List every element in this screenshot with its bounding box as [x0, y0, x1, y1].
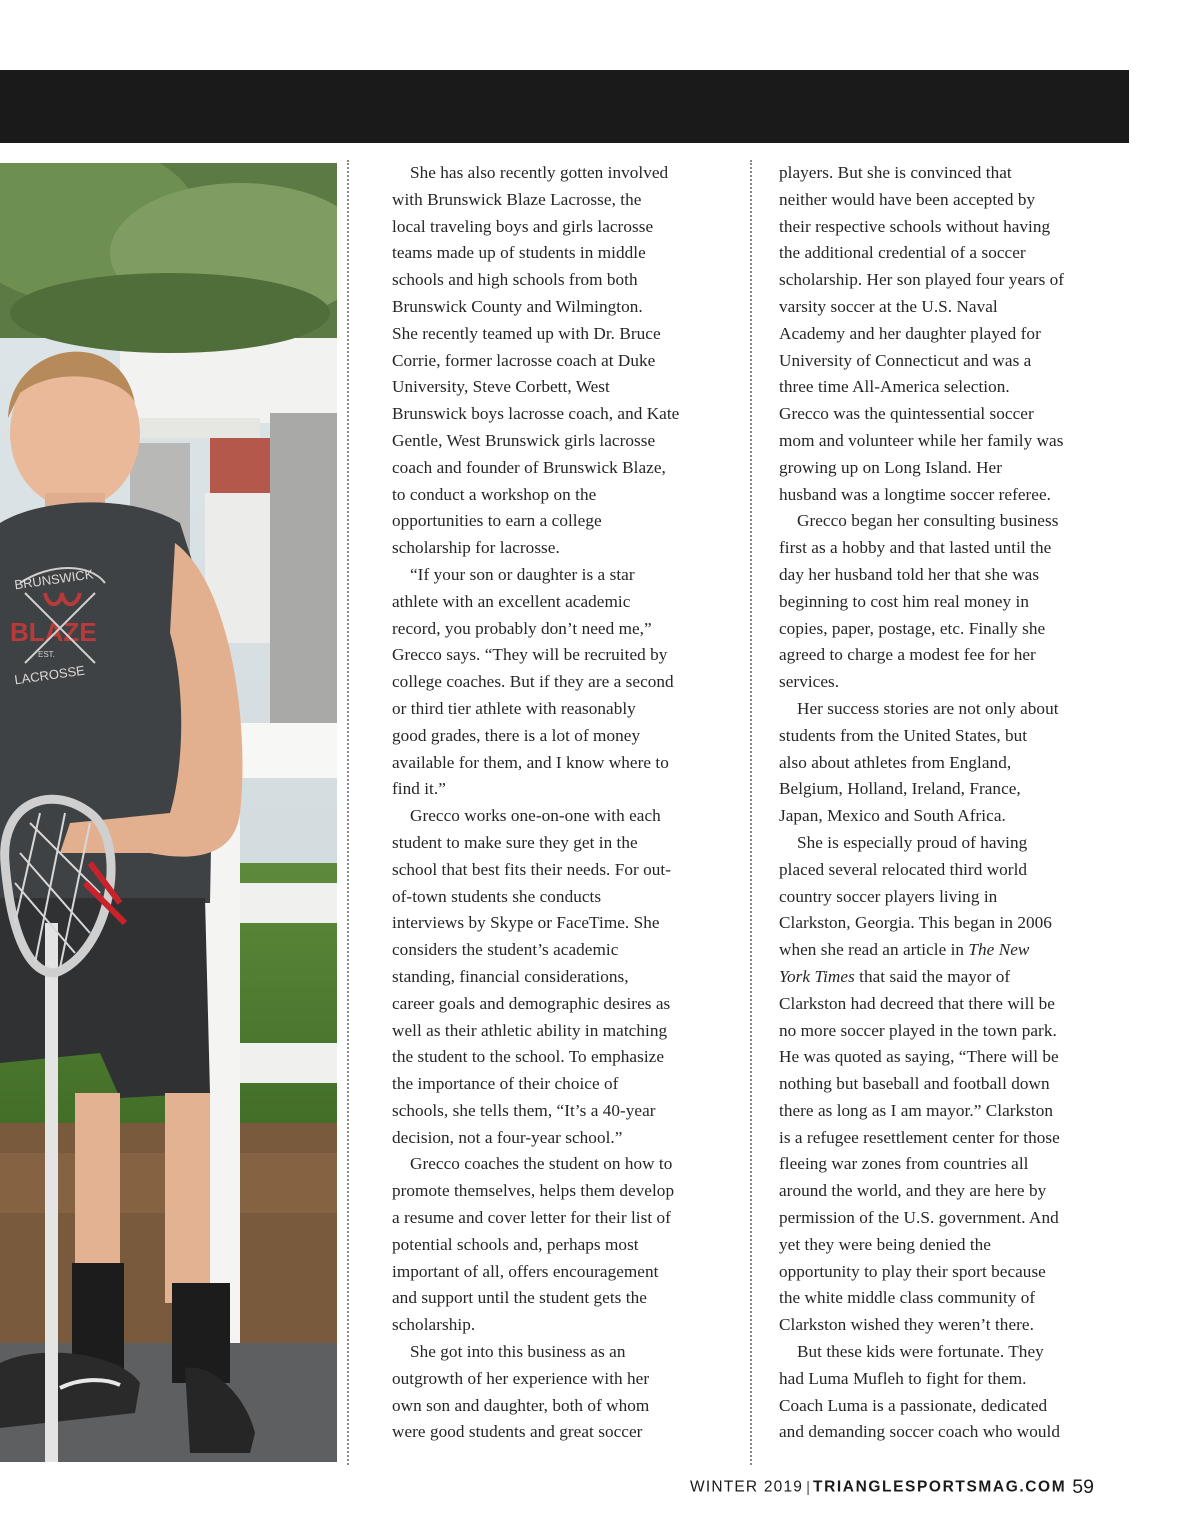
text-line: University, Steve Corbett, West — [392, 377, 610, 397]
text-line: Academy and her daughter played for — [779, 323, 1041, 343]
paragraph — [779, 1339, 1119, 1446]
paragraph — [779, 508, 1119, 696]
text-line: considers the student’s academic — [392, 940, 619, 960]
article-photo — [0, 163, 337, 1462]
column-divider-right — [750, 160, 752, 1465]
text-line: Her success stories are not only about — [797, 698, 1059, 718]
text-line: Japan, Mexico and South Africa. — [779, 806, 1006, 826]
text-line: important of all, offers encouragement — [392, 1261, 659, 1281]
text-line: varsity soccer at the U.S. Naval — [779, 296, 998, 316]
column-divider-left — [347, 160, 349, 1465]
text-line: schools, she tells them, “It’s a 40-year — [392, 1100, 656, 1120]
text-line: schools and high schools from both — [392, 270, 638, 290]
text-line: She is especially proud of having — [797, 832, 1028, 852]
text-line: Belgium, Holland, Ireland, France, — [779, 779, 1021, 799]
text-line: “If your son or daughter is a star — [410, 564, 635, 584]
issue-date: WINTER 2019 — [690, 1478, 804, 1496]
text-line: husband was a longtime soccer referee. — [779, 484, 1052, 504]
text-line: of-town students she conducts — [392, 886, 602, 906]
text-line: interviews by Skype or FaceTime. She — [392, 913, 660, 933]
text-line: nothing but baseball and football down — [779, 1074, 1050, 1094]
shirt-text-bottom: LACROSSE — [13, 662, 86, 688]
text-line: school that best fits their needs. For out- — [392, 859, 672, 879]
paragraph — [392, 803, 732, 1151]
text-line: college coaches. But if they are a second — [392, 672, 674, 692]
text-line: neither would have been accepted by — [779, 189, 1036, 209]
text-line: She recently teamed up with Dr. Bruce — [392, 323, 661, 343]
article-column-right — [779, 160, 1119, 1446]
text-line: local traveling boys and girls lacrosse — [392, 216, 654, 236]
text-line: growing up on Long Island. Her — [779, 457, 1002, 477]
text-line: Clarkston had decreed that there will be — [779, 993, 1055, 1013]
text-line: She got into this business as an — [410, 1342, 626, 1362]
text-line: their respective schools without having — [779, 216, 1051, 236]
text-line: outgrowth of her experience with her — [392, 1368, 650, 1388]
text-line: the importance of their choice of — [392, 1074, 619, 1094]
text-line: Clarkston, Georgia. This began in 2006 — [779, 913, 1052, 933]
text-line: well as their athletic ability in matching — [392, 1020, 668, 1040]
page-footer — [690, 1476, 1130, 1502]
paragraph — [392, 1339, 732, 1446]
text-line: there as long as I am mayor.” Clarkston — [779, 1100, 1054, 1120]
text-line: yet they were being denied the — [779, 1234, 991, 1254]
text-line: no more soccer played in the town park. — [779, 1020, 1057, 1040]
text-line: fleeing war zones from countries all — [779, 1154, 1029, 1174]
text-line: had Luma Mufleh to fight for them. — [779, 1368, 1027, 1388]
text-line: beginning to cost him real money in — [779, 591, 1029, 611]
text-line: players. But she is convinced that — [779, 163, 1012, 182]
text-line: potential schools and, perhaps most — [392, 1234, 639, 1254]
paragraph — [392, 562, 732, 803]
shirt-text-est: EST. — [38, 650, 55, 659]
text-line: or third tier athlete with reasonably — [392, 698, 636, 718]
text-line: career goals and demographic desires as — [392, 993, 671, 1013]
text-line: student to make sure they get in the — [392, 832, 638, 852]
shirt-text-brand: BLAZE — [10, 617, 97, 647]
text-line: mom and volunteer while her family was — [779, 430, 1064, 450]
text-line: Gentle, West Brunswick girls lacrosse — [392, 430, 656, 450]
text-line: athlete with an excellent academic — [392, 591, 631, 611]
text-line: Grecco began her consulting business — [797, 511, 1059, 531]
text-line: Clarkston wished they weren’t there. — [779, 1315, 1034, 1335]
text-line: and demanding soccer coach who would — [779, 1422, 1061, 1442]
text-line: placed several relocated third world — [779, 859, 1028, 879]
text-line: He was quoted as saying, “There will be — [779, 1047, 1059, 1067]
text-line: is a refugee resettlement center for those — [779, 1127, 1060, 1147]
text-line: permission of the U.S. government. And — [779, 1208, 1059, 1228]
text-line: also about athletes from England, — [779, 752, 1012, 772]
text-line: Grecco was the quintessential soccer — [779, 404, 1034, 424]
text-line: decision, not a four-year school.” — [392, 1127, 623, 1147]
text-line: standing, financial considerations, — [392, 966, 629, 986]
footer-separator: | — [806, 1479, 811, 1496]
text-line: were good students and great soccer — [392, 1422, 643, 1442]
text-line: scholarship for lacrosse. — [392, 538, 560, 558]
text-line: coach and founder of Brunswick Blaze, — [392, 457, 666, 477]
header-bar — [0, 70, 1129, 143]
text-line: to conduct a workshop on the — [392, 484, 597, 504]
text-line: Corrie, former lacrosse coach at Duke — [392, 350, 656, 370]
article-column-left — [392, 160, 732, 1446]
text-line: around the world, and they are here by — [779, 1181, 1047, 1201]
paragraph — [392, 1151, 732, 1339]
text-line: agreed to charge a modest fee for her — [779, 645, 1036, 665]
text-line: first as a hobby and that lasted until the — [779, 538, 1052, 558]
text-line: and support until the student gets the — [392, 1288, 647, 1308]
text-line: available for them, and I know where to — [392, 752, 669, 772]
text-line: She has also recently gotten involved — [410, 163, 669, 182]
text-line: But these kids were fortunate. They — [797, 1342, 1044, 1362]
text-line: students from the United States, but — [779, 725, 1028, 745]
text-line: with Brunswick Blaze Lacrosse, the — [392, 189, 642, 209]
text-line: services. — [779, 672, 840, 692]
text-line: Grecco coaches the student on how to — [410, 1154, 673, 1174]
paragraph — [392, 160, 732, 562]
text-line: Brunswick boys lacrosse coach, and Kate — [392, 404, 680, 424]
text-line: scholarship. — [392, 1315, 476, 1335]
paragraph — [779, 830, 1119, 1339]
text-line: record, you probably don’t need me,” — [392, 618, 652, 638]
text-line: when she read an article in The New — [779, 940, 1030, 960]
text-line: opportunity to play their sport because — [779, 1261, 1046, 1281]
text-line: good grades, there is a lot of money — [392, 725, 641, 745]
text-line: the white middle class community of — [779, 1288, 1036, 1308]
text-line: a resume and cover letter for their list of — [392, 1208, 671, 1228]
text-line: the additional credential of a soccer — [779, 243, 1026, 263]
text-line: Grecco says. “They will be recruited by — [392, 645, 668, 665]
text-line: the student to the school. To emphasize — [392, 1047, 665, 1067]
shirt-text-top: BRUNSWICK — [13, 566, 95, 593]
text-line: opportunities to earn a college — [392, 511, 602, 531]
text-line: own son and daughter, both of whom — [392, 1395, 650, 1415]
text-line: day her husband told her that she was — [779, 564, 1040, 584]
text-line: Brunswick County and Wilmington. — [392, 296, 643, 316]
text-line: Coach Luma is a passionate, dedicated — [779, 1395, 1048, 1415]
text-line: country soccer players living in — [779, 886, 998, 906]
text-line: University of Connecticut and was a — [779, 350, 1032, 370]
paragraph — [779, 160, 1119, 508]
text-line: copies, paper, postage, etc. Finally she — [779, 618, 1046, 638]
text-line: York Times that said the mayor of — [779, 966, 1011, 986]
text-line: scholarship. Her son played four years of — [779, 270, 1065, 290]
text-line: find it.” — [392, 779, 446, 799]
text-line: three time All-America selection. — [779, 377, 1010, 397]
paragraph — [779, 696, 1119, 830]
text-line: Grecco works one-on-one with each — [410, 806, 661, 826]
page-number: 59 — [1072, 1476, 1094, 1498]
site-url: TRIANGLESPORTSMAG.COM — [813, 1478, 1067, 1496]
text-line: promote themselves, helps them develop — [392, 1181, 675, 1201]
text-line: teams made up of students in middle — [392, 243, 646, 263]
